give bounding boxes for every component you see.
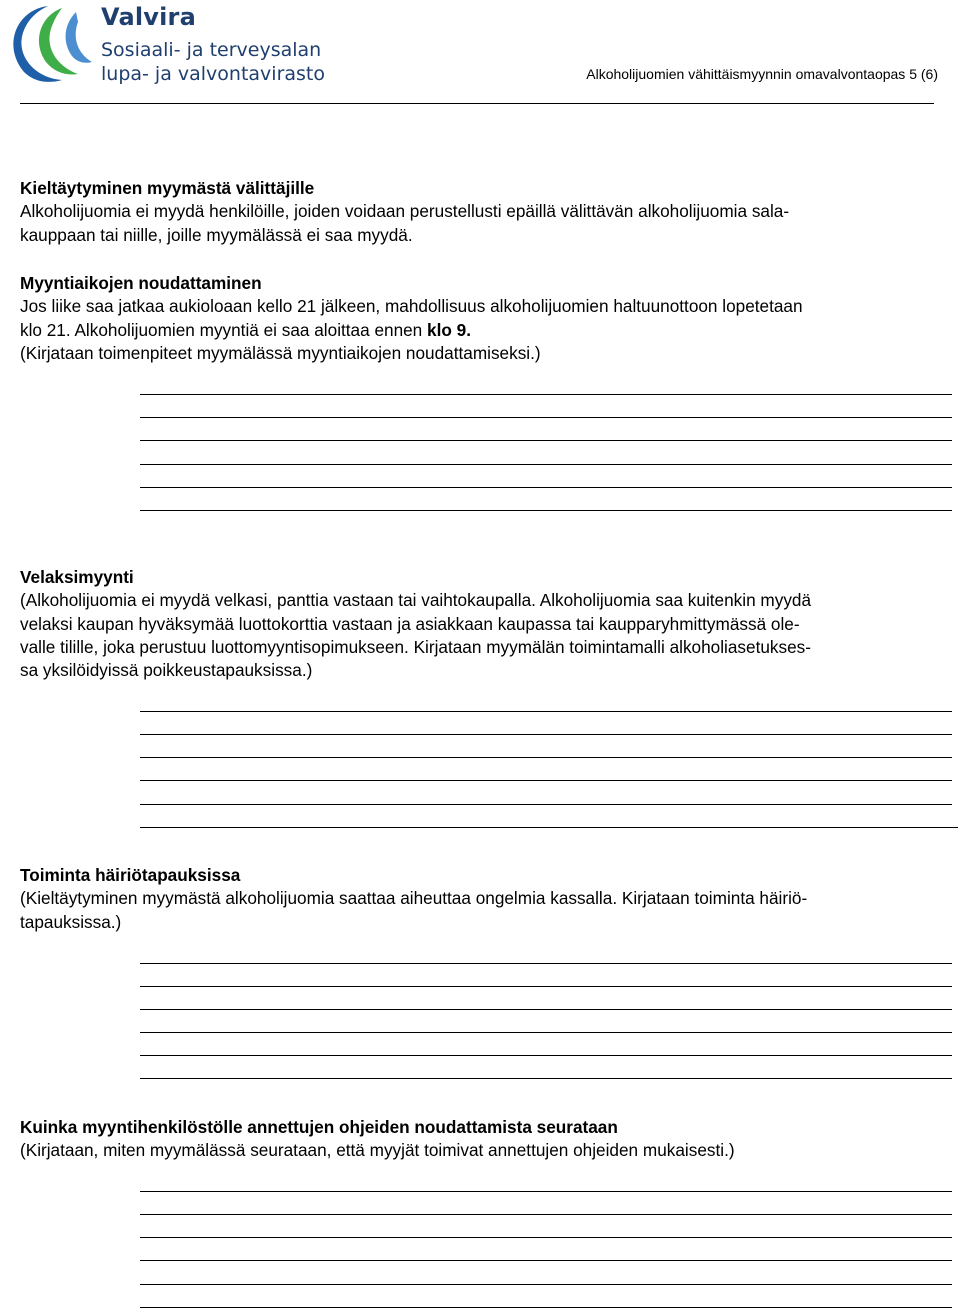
section-hairiotapaukset — [20, 864, 956, 934]
answer-line[interactable] — [140, 1237, 952, 1238]
section-body-bold: klo 9. — [427, 319, 471, 340]
section-heading: Velaksimyynti — [20, 567, 134, 587]
answer-line[interactable] — [140, 1032, 952, 1033]
answer-line[interactable] — [140, 986, 952, 987]
section-body: (Kieltäytyminen myymästä alkoholijuomia saattaa aiheuttaa ongelmia kassalla. Kirjataan toiminta häiriö- tapauksissa.) — [20, 888, 808, 932]
valvira-logo — [4, 2, 326, 88]
answer-line[interactable] — [140, 827, 958, 828]
section-ohjeiden-seuranta — [20, 1116, 956, 1163]
header-doc-info — [586, 66, 938, 82]
doc-title: Alkoholijuomien vähittäismyynnin omavalvontaopas — [586, 66, 906, 82]
section-instruction: (Kirjataan toimenpiteet myymälässä myyntiaikojen noudattamiseksi.) — [20, 342, 541, 363]
section-body: (Alkoholijuomia ei myydä velkasi, panttia vastaan tai vaihtokaupalla. Alkoholijuomia saa kuitenkin myydä velaksi kaupan hyväksymää luottokorttia vastaan ja asiakkaan kaupassa tai kaupparyhmittymässä ole- valle tilille, joka perustuu luottomyyntisopimukseen. Kirjataan myymälän toimintamalli alkoholiasetukses- sa yksilöidyissä poikkeustapauksissa.) — [20, 590, 812, 681]
answer-line[interactable] — [140, 394, 952, 395]
section-velaksimyynti — [20, 566, 956, 682]
section-body: Alkoholijuomia ei myydä henkilöille, joiden voidaan perustellusti epäillä välittävän alkoholijuomia sala- kauppaan tai niille, joille myymälässä ei saa myydä. — [20, 201, 790, 245]
page-number: 5 (6) — [909, 66, 938, 82]
section-body: (Kirjataan, miten myymälässä seurataan, että myyjät toimivat annettujen ohjeiden mukaisesti.) — [20, 1140, 735, 1161]
answer-line[interactable] — [140, 1214, 952, 1215]
section-heading: Myyntiaikojen noudattaminen — [20, 273, 262, 293]
answer-line[interactable] — [140, 757, 952, 758]
answer-line[interactable] — [140, 1284, 952, 1285]
answer-line[interactable] — [140, 417, 952, 418]
section-heading: Kuinka myyntihenkilöstölle annettujen ohjeiden noudattamista seurataan — [20, 1117, 618, 1137]
section-myyntiaikojen — [20, 272, 956, 365]
answer-line[interactable] — [140, 1191, 952, 1192]
section-heading: Kieltäytyminen myymästä välittäjille — [20, 178, 315, 198]
section-body — [20, 295, 956, 342]
answer-line[interactable] — [140, 963, 952, 964]
answer-line[interactable] — [140, 1307, 952, 1308]
section-heading: Toiminta häiriötapauksissa — [20, 865, 241, 885]
answer-line[interactable] — [140, 1055, 952, 1056]
answer-line[interactable] — [140, 487, 952, 488]
logo-line-2: lupa- ja valvontavirasto — [101, 63, 326, 85]
answer-line[interactable] — [140, 780, 952, 781]
answer-line[interactable] — [140, 734, 952, 735]
logo-name: Valvira — [101, 3, 196, 31]
logo-line-1: Sosiaali- ja terveysalan — [101, 39, 322, 61]
answer-line[interactable] — [140, 1260, 952, 1261]
answer-line[interactable] — [140, 440, 952, 441]
section-body-text: Jos liike saa jatkaa aukioloaan kello 21 jälkeen, mahdollisuus alkoholijuomien haltuunottoon lopetetaan klo 21. Alkoholijuomien myyntiä ei saa aloittaa ennen — [20, 296, 803, 340]
valvira-swoosh-icon — [4, 2, 96, 86]
answer-line[interactable] — [140, 510, 952, 511]
answer-line[interactable] — [140, 711, 952, 712]
section-kieltaytyminen — [20, 177, 956, 247]
answer-line[interactable] — [140, 804, 952, 805]
header-divider — [20, 103, 934, 104]
answer-line[interactable] — [140, 1078, 952, 1079]
answer-line[interactable] — [140, 1009, 952, 1010]
answer-line[interactable] — [140, 464, 952, 465]
